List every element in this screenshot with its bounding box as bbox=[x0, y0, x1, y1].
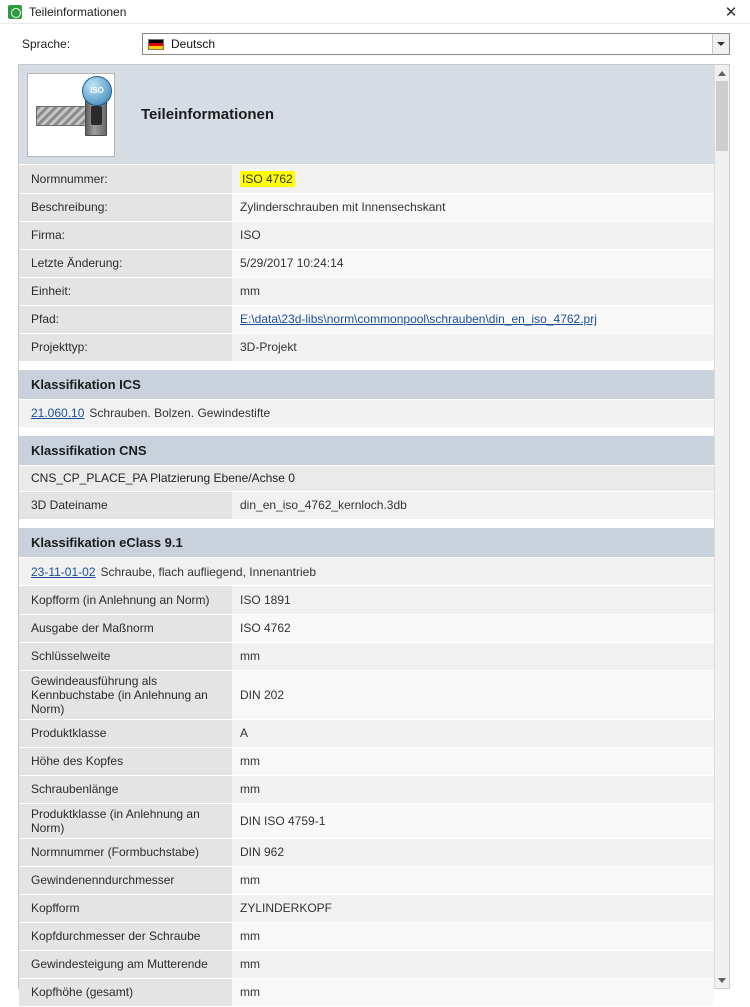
table-row bbox=[19, 642, 714, 670]
property-key: Höhe des Kopfes bbox=[19, 747, 232, 775]
ics-code-link[interactable]: 21.060.10 bbox=[31, 406, 85, 420]
property-key: Kopfhöhe (gesamt) bbox=[19, 978, 232, 1006]
property-key: 3D Dateiname bbox=[19, 492, 232, 520]
property-value: ZYLINDERKOPF bbox=[232, 894, 714, 922]
property-value: ISO 1891 bbox=[232, 586, 714, 614]
property-value: mm bbox=[232, 950, 714, 978]
language-select[interactable] bbox=[142, 33, 730, 55]
eclass-code-link[interactable]: 23-11-01-02 bbox=[31, 564, 96, 579]
table-row bbox=[19, 775, 714, 803]
table-row bbox=[19, 193, 714, 221]
part-header-title: Teileinformationen bbox=[141, 106, 275, 123]
table-row bbox=[19, 838, 714, 866]
property-key: Gewindeausführung als Kennbuchstabe (in Anlehnung an Norm) bbox=[19, 670, 232, 719]
table-row bbox=[19, 922, 714, 950]
table-row bbox=[19, 894, 714, 922]
property-value: Zylinderschrauben mit Innensechskant bbox=[232, 193, 714, 221]
property-key: Kopfdurchmesser der Schraube bbox=[19, 922, 232, 950]
property-value bbox=[232, 165, 714, 193]
language-row bbox=[0, 24, 750, 64]
property-key: Normnummer: bbox=[19, 165, 232, 193]
table-row bbox=[19, 803, 714, 838]
property-value: DIN ISO 4759-1 bbox=[232, 803, 714, 838]
table-row bbox=[19, 277, 714, 305]
table-row bbox=[19, 492, 714, 520]
property-key: Gewindesteigung am Mutterende bbox=[19, 950, 232, 978]
table-row bbox=[19, 614, 714, 642]
property-value: ISO bbox=[232, 221, 714, 249]
property-value: DIN 962 bbox=[232, 838, 714, 866]
property-value: ISO 4762 bbox=[232, 614, 714, 642]
table-row bbox=[19, 670, 714, 719]
property-value: din_en_iso_4762_kernloch.3db bbox=[232, 492, 714, 520]
close-icon[interactable]: ✕ bbox=[724, 3, 738, 21]
table-row bbox=[19, 249, 714, 277]
table-row bbox=[19, 305, 714, 333]
property-value: mm bbox=[232, 978, 714, 1006]
info-content-scrollarea bbox=[18, 64, 714, 999]
property-key: Einheit: bbox=[19, 277, 232, 305]
property-value: A bbox=[232, 719, 714, 747]
normnummer-highlight: ISO 4762 bbox=[242, 171, 293, 186]
property-value: mm bbox=[232, 775, 714, 803]
property-value: mm bbox=[232, 277, 714, 305]
property-value: 3D-Projekt bbox=[232, 333, 714, 361]
iso-badge-icon: ISO bbox=[82, 76, 112, 106]
ics-code-text: Schrauben. Bolzen. Gewindestifte bbox=[89, 406, 271, 420]
property-key: Gewindenenndurchmesser bbox=[19, 866, 232, 894]
window-titlebar bbox=[0, 0, 750, 24]
property-key: Ausgabe der Maßnorm bbox=[19, 614, 232, 642]
window-title: Teileinformationen bbox=[29, 4, 127, 19]
property-value: DIN 202 bbox=[232, 670, 714, 719]
property-value bbox=[232, 305, 714, 333]
scrollbar-thumb[interactable] bbox=[716, 81, 728, 151]
table-row bbox=[19, 950, 714, 978]
flag-de-icon bbox=[148, 39, 164, 50]
table-row bbox=[19, 719, 714, 747]
property-key: Schlüsselweite bbox=[19, 642, 232, 670]
section-header-cns: Klassifikation CNS bbox=[19, 436, 714, 466]
table-row bbox=[19, 221, 714, 249]
property-key: Normnummer (Formbuchstabe) bbox=[19, 838, 232, 866]
property-value: mm bbox=[232, 747, 714, 775]
language-selected-value: Deutsch bbox=[171, 37, 216, 51]
language-label: Sprache: bbox=[22, 37, 71, 51]
property-key: Letzte Änderung: bbox=[19, 249, 232, 277]
part-properties-table bbox=[19, 165, 714, 362]
property-value: mm bbox=[232, 866, 714, 894]
property-key: Schraubenlänge bbox=[19, 775, 232, 803]
eclass-classification-row bbox=[19, 558, 714, 586]
cns-properties-table bbox=[19, 492, 714, 521]
property-value: mm bbox=[232, 642, 714, 670]
part-header-card bbox=[19, 65, 714, 165]
section-header-ics: Klassifikation ICS bbox=[19, 370, 714, 400]
property-key: Pfad: bbox=[19, 305, 232, 333]
info-panel bbox=[18, 64, 730, 999]
property-key: Produktklasse (in Anlehnung an Norm) bbox=[19, 803, 232, 838]
table-row bbox=[19, 978, 714, 1006]
table-row bbox=[19, 747, 714, 775]
scroll-down-icon[interactable] bbox=[715, 972, 729, 988]
table-row bbox=[19, 165, 714, 193]
property-key: Beschreibung: bbox=[19, 193, 232, 221]
ics-classification-row bbox=[19, 400, 714, 428]
property-key: Projekttyp: bbox=[19, 333, 232, 361]
chevron-down-icon[interactable] bbox=[712, 34, 729, 54]
property-key: Produktklasse bbox=[19, 719, 232, 747]
eclass-properties-table bbox=[19, 586, 714, 1007]
property-key: Firma: bbox=[19, 221, 232, 249]
cns-subheader: CNS_CP_PLACE_PA Platzierung Ebene/Achse 0 bbox=[19, 466, 714, 492]
part-info-icon bbox=[8, 5, 22, 19]
table-row bbox=[19, 333, 714, 361]
section-header-eclass: Klassifikation eClass 9.1 bbox=[19, 528, 714, 558]
table-row bbox=[19, 586, 714, 614]
scroll-up-icon[interactable] bbox=[715, 65, 729, 81]
table-row bbox=[19, 866, 714, 894]
path-link[interactable]: E:\data\23d-libs\norm\commonpool\schrauben\din_en_iso_4762.prj bbox=[240, 312, 597, 326]
property-key: Kopfform bbox=[19, 894, 232, 922]
property-key: Kopfform (in Anlehnung an Norm) bbox=[19, 586, 232, 614]
property-value: mm bbox=[232, 922, 714, 950]
eclass-code-text: Schraube, flach aufliegend, Innenantrieb bbox=[100, 564, 316, 579]
property-value: 5/29/2017 10:24:14 bbox=[232, 249, 714, 277]
vertical-scrollbar[interactable] bbox=[714, 64, 730, 989]
socket-head-screw-thumbnail bbox=[27, 73, 115, 157]
